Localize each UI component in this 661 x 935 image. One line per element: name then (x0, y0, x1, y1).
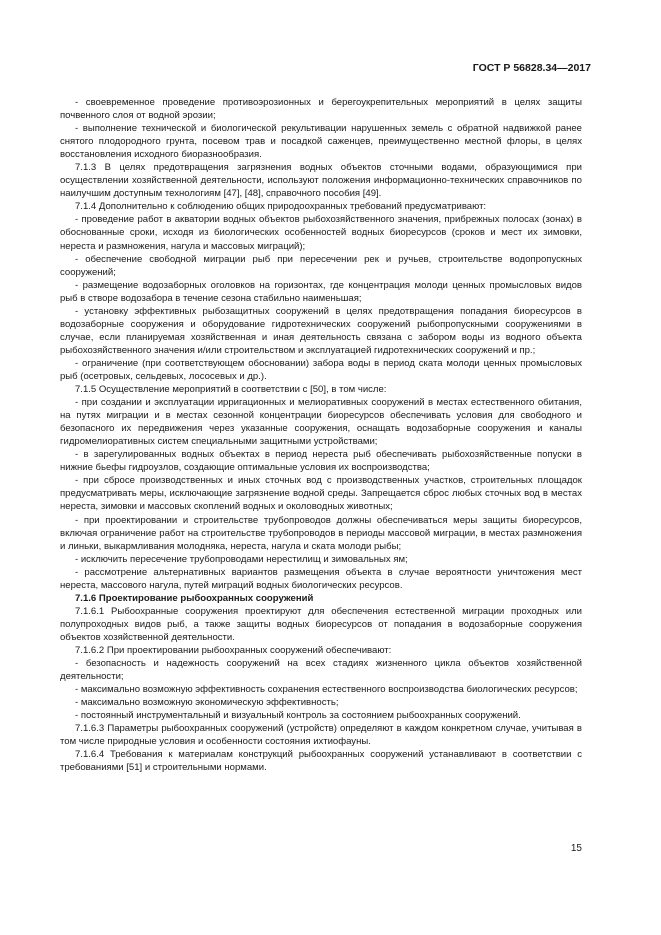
paragraph: 7.1.6.3 Параметры рыбоохранных сооружений (устройств) определяют в каждом конкретном случае, учитывая в том числе природные условия и особенности состояния ихтиофауны. (60, 723, 582, 748)
paragraph: - ограничение (при соответствующем обосновании) забора воды в период ската молоди ценных промысловых рыб (осетровых, сельдевых, лососевых и др.). (60, 357, 582, 382)
standard-title: ГОСТ Р 56828.34—2017 (472, 62, 591, 74)
paragraph: 7.1.6.2 При проектировании рыбоохранных сооружений обеспечивают: (75, 644, 392, 656)
section-heading: 7.1.6 Проектирование рыбоохранных сооружений (75, 592, 314, 604)
paragraph: 7.1.4 Дополнительно к соблюдению общих природоохранных требований предусматривают: (75, 201, 487, 213)
paragraph: - рассмотрение альтернативных вариантов размещения объекта в случае вероятности уничтожения мест нереста, массового нагула, путей миграций водных биологических ресурсов. (60, 566, 582, 591)
paragraph: - размещение водозаборных оголовков на горизонтах, где концентрация молоди ценных промысловых видов рыб в створе водозабора в течение сезона стабильно наименьшая; (60, 279, 582, 304)
paragraph: - безопасность и надежность сооружений на всех стадиях жизненного цикла объектов хозяйственной деятельности; (60, 658, 582, 683)
paragraph: - постоянный инструментальный и визуальный контроль за состоянием рыбоохранных сооружений. (75, 710, 521, 722)
page-number: 15 (570, 843, 582, 854)
paragraph: 7.1.6.1 Рыбоохранные сооружения проектируют для обеспечения естественной миграции проходных или полупроходных видов рыб, а также защиты водных биоресурсов от попадания в водозаборные сооружения объектов хозяйственной деятельности. (60, 605, 582, 643)
paragraph: - исключить пересечение трубопроводами нерестилищ и зимовальных ям; (75, 553, 408, 565)
paragraph: - при проектировании и строительстве трубопроводов должны обеспечиваться меры защиты биоресурсов, включая ограничение работ на строительстве трубопроводов в периоды массовой миграции, в местах размножения и линьки, выкармливания молодняка, нереста, нагула и ската молоди рыбы; (60, 514, 582, 552)
paragraph: - при создании и эксплуатации ирригационных и мелиоративных сооружений в местах естественного обитания, на путях миграции и в местах сезонной концентрации биоресурсов обеспечивать условия для свободного и безопасного их передвижения через указанные сооружения, оснащать водозаборные сооружения и каналы гидромелиоративных систем специальными защитными устройствами; (60, 397, 582, 448)
paragraph: - проведение работ в акватории водных объектов рыбохозяйственного значения, прибрежных полосах (зонах) в обоснованные сроки, исходя из биологических особенностей водных биоресурсов (сроков и мест их зимовки, нереста и размножения, нагула и массовых миграций); (60, 214, 582, 252)
body-text (60, 96, 582, 774)
paragraph: - максимально возможную экономическую эффективность; (75, 697, 339, 709)
paragraph: 7.1.6.4 Требования к материалам конструкций рыбоохранных сооружений устанавливают в соответствии с требованиями [51] и строительными нормами. (60, 749, 582, 774)
paragraph: - выполнение технической и биологической рекультивации нарушенных земель с обратной надвижкой ранее снятого плодородного грунта, посевом трав и посадкой саженцев, преимущественно местной флоры, в целях восстановления исходного биоразнообразия. (60, 123, 582, 161)
paragraph: - в зарегулированных водных объектах в период нереста рыб обеспечивать рыбохозяйственные попуски в нижние бьефы гидроузлов, создающие оптимальные условия их воспроизводства; (60, 449, 582, 474)
paragraph: - обеспечение свободной миграции рыб при пересечении рек и ручьев, строительстве водопропускных сооружений; (60, 253, 582, 278)
paragraph: - своевременное проведение противоэрозионных и берегоукрепительных мероприятий в целях защиты почвенного слоя от водной эрозии; (60, 97, 582, 122)
paragraph: 7.1.5 Осуществление мероприятий в соответствии с [50], в том числе: (75, 384, 387, 396)
paragraph: - установку эффективных рыбозащитных сооружений в целях предотвращения попадания биоресурсов в водозаборные сооружения и оборудование гидротехнических сооружений рыбопропускными сооружениями в случае, если планируемая хозяйственная и иная деятельность связана с забором воды из водного объекта рыбохозяйственного значения и/или строительством и эксплуатацией гидротехнических сооружений и пр.; (60, 305, 582, 356)
paragraph: - максимально возможную эффективность сохранения естественного воспроизводства биологических ресурсов; (75, 684, 578, 696)
paragraph: - при сбросе производственных и иных сточных вод с производственных участков, строительных площадок предусматривать меры, исключающие загрязнение водной среды. Запрещается сброс любых сточных вод в местах нереста, зимовки и массовых скоплений водных и околоводных животных; (60, 475, 582, 513)
paragraph: 7.1.3 В целях предотвращения загрязнения водных объектов сточными водами, образующимися при осуществлении хозяйственной деятельности, используют положения информационно-технических справочников по наилучшим доступным технологиям [47], [48], справочного пособия [49]. (60, 162, 582, 200)
